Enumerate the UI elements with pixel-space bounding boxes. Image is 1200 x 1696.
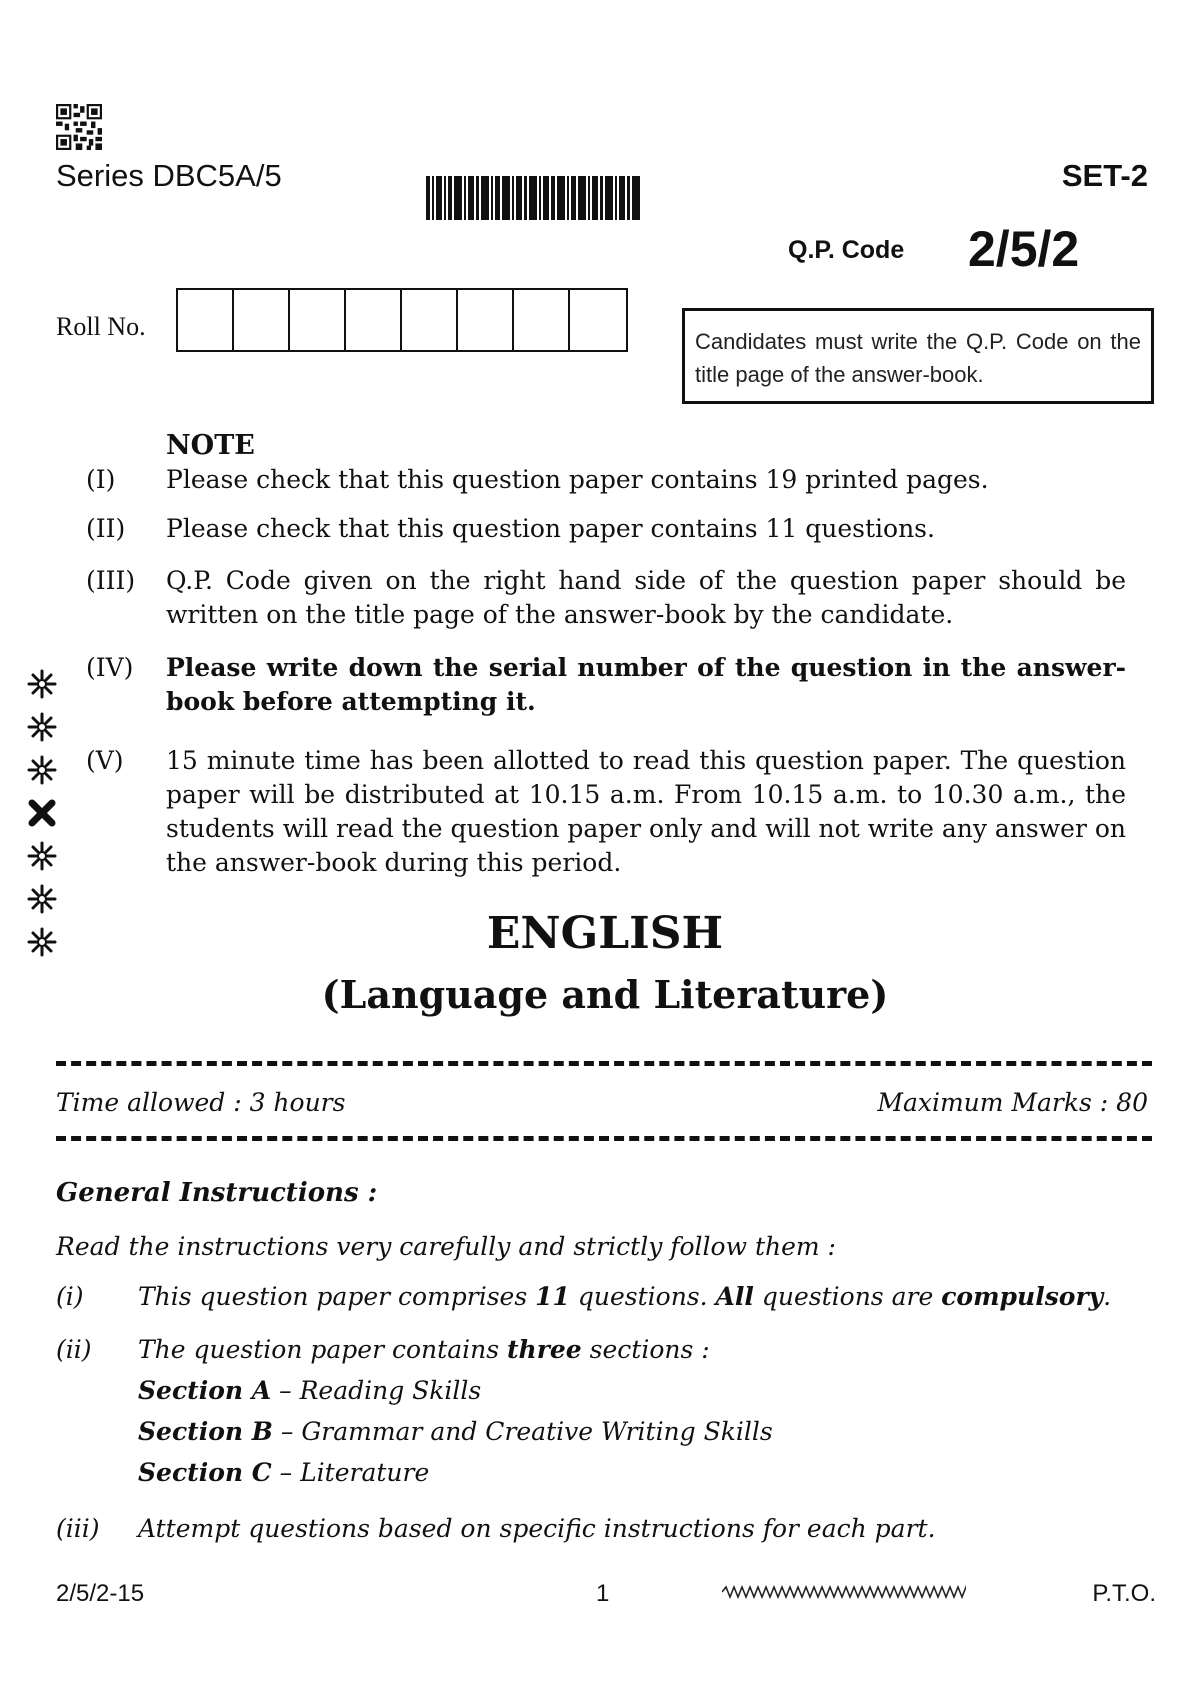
qp-code-value: 2/5/2 [968, 221, 1080, 277]
roll-number-cell[interactable] [290, 290, 346, 350]
note-item [86, 512, 1126, 546]
roll-number-cell[interactable] [178, 290, 234, 350]
instruction-item [56, 1276, 1152, 1317]
roll-number-cell[interactable] [570, 290, 626, 350]
roll-number-cell[interactable] [458, 290, 514, 350]
dashed-divider [56, 1136, 1152, 1141]
asterisk-icon [24, 705, 60, 748]
series-label: Series DBC5A/5 [56, 158, 282, 193]
roll-number-grid [176, 288, 628, 352]
instruction-text: Attempt questions based on specific instructions for each part. [138, 1514, 936, 1543]
section-line: Section B – Grammar and Creative Writing Skills [138, 1417, 773, 1446]
note-item-text: Please check that this question paper contains 19 printed pages. [166, 465, 989, 494]
qp-code-label: Q.P. Code [788, 236, 905, 264]
roll-number-cell[interactable] [346, 290, 402, 350]
pto-label: P.T.O. [1092, 1580, 1156, 1607]
note-item [86, 744, 1126, 880]
instruction-number: (iii) [56, 1514, 100, 1543]
section-line: Section A – Reading Skills [138, 1376, 482, 1405]
barcode-icon [426, 176, 640, 220]
subject-title: ENGLISH [486, 908, 724, 959]
set-label: SET-2 [1061, 158, 1148, 193]
note-item-number: (V) [86, 746, 124, 775]
instruction-item [56, 1329, 1152, 1493]
note-item-text: Please write down the serial number of the question in the answer-book before attempting it. [166, 653, 1126, 716]
page-number: 1 [596, 1580, 610, 1607]
dashed-divider [56, 1061, 1152, 1066]
note-item-text: 15 minute time has been allotted to read this question paper. The question paper will be distributed at 10.15 a.m. From 10.15 a.m. to 10.30 a.m., the students will read the question paper only and will not write any answer on the answer-book during this period. [166, 746, 1126, 877]
note-item-number: (III) [86, 566, 136, 595]
instruction-text: This question paper comprises 11 questions. All questions are compulsory. [138, 1282, 1112, 1311]
asterisk-icon [24, 834, 60, 877]
roll-number-cell[interactable] [402, 290, 458, 350]
general-instructions-heading: General Instructions : [56, 1178, 378, 1208]
note-item [86, 651, 1126, 719]
roll-number-cell[interactable] [514, 290, 570, 350]
note-item-number: (I) [86, 465, 116, 494]
instruction-text: The question paper contains three sections : Section A – Reading Skills Section B – Grammar and Creative Writing Skills Section C – Literature [138, 1329, 1152, 1493]
footer-paper-code: 2/5/2-15 [56, 1580, 145, 1607]
note-item-number: (IV) [86, 653, 134, 682]
asterisk-icon [24, 748, 60, 791]
time-allowed: Time allowed : 3 hours [56, 1088, 346, 1117]
roll-number-label: Roll No. [56, 312, 146, 341]
roll-number-cell[interactable] [234, 290, 290, 350]
instruction-number: (i) [56, 1282, 84, 1311]
section-line: Section C – Literature [138, 1458, 430, 1487]
cross-icon [24, 791, 60, 834]
note-heading: NOTE [166, 430, 255, 461]
note-item [86, 463, 1126, 497]
general-instructions-intro: Read the instructions very carefully and strictly follow them : [56, 1232, 836, 1261]
asterisk-icon [24, 662, 60, 705]
note-item-number: (II) [86, 514, 126, 543]
maximum-marks: Maximum Marks : 80 [877, 1088, 1148, 1117]
qr-code-icon [56, 104, 102, 150]
candidate-notice-box: Candidates must write the Q.P. Code on the title page of the answer-book. [682, 308, 1154, 404]
subject-subtitle: (Language and Literature) [321, 972, 889, 1017]
note-item-text: Please check that this question paper contains 11 questions. [166, 514, 935, 543]
note-item-text: Q.P. Code given on the right hand side of the question paper should be written on the title page of the answer-book by the candidate. [166, 566, 1126, 629]
note-item [86, 564, 1126, 632]
squiggle-line-icon [722, 1584, 966, 1600]
instruction-number: (ii) [56, 1335, 92, 1364]
instruction-item [56, 1508, 1152, 1549]
